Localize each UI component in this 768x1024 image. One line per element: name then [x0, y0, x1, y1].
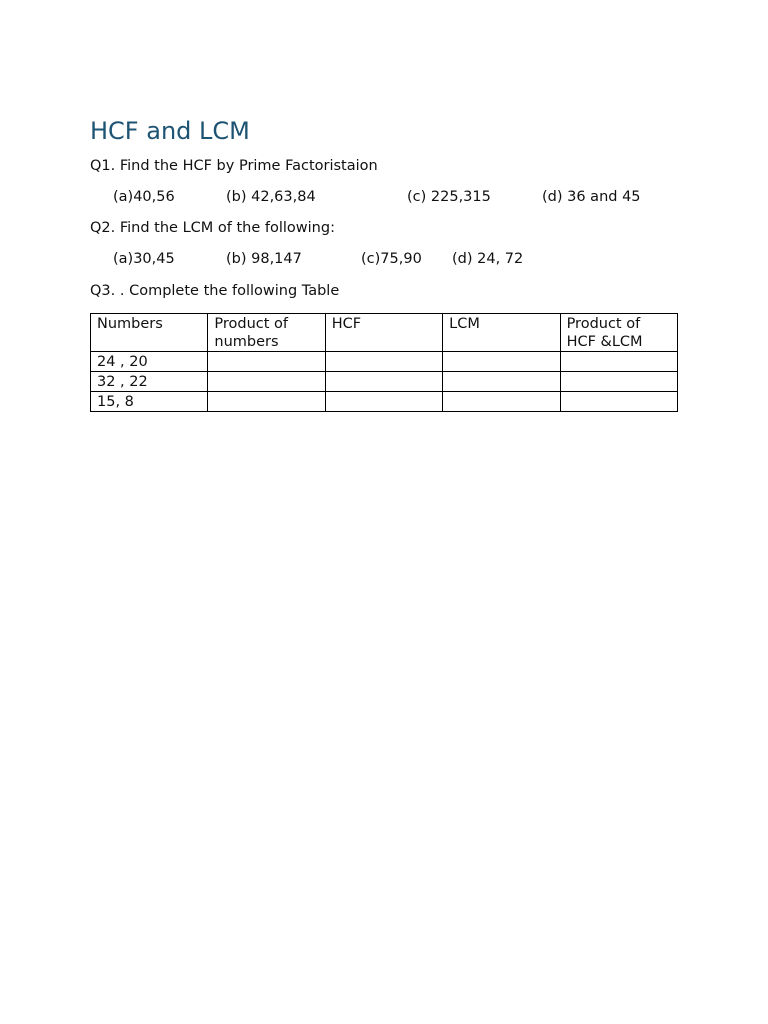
table-cell-product — [208, 392, 325, 412]
table-header-row — [91, 314, 678, 352]
table-cell-lcm — [443, 372, 560, 392]
q2-option-c: (c)75,90 — [361, 251, 422, 267]
q2-option-d: (d) 24, 72 — [452, 251, 524, 267]
question-2-text: Q2. Find the LCM of the following: — [90, 220, 335, 236]
table-row — [91, 392, 678, 412]
table-cell-numbers: 32 , 22 — [91, 372, 208, 392]
column-header-numbers: Numbers — [91, 314, 208, 352]
table-cell-lcm — [443, 352, 560, 372]
table-row — [91, 372, 678, 392]
hcf-lcm-table — [90, 313, 678, 412]
table-cell-product — [208, 372, 325, 392]
q1-option-b: (b) 42,63,84 — [226, 189, 316, 205]
table-cell-hcf — [325, 352, 442, 372]
column-header-product-of-hcf-lcm: Product of HCF &LCM — [560, 314, 677, 352]
table-cell-hcf — [325, 372, 442, 392]
question-1-text: Q1. Find the HCF by Prime Factoristaion — [90, 158, 378, 174]
table-cell-product — [208, 352, 325, 372]
table-cell-numbers: 15, 8 — [91, 392, 208, 412]
q1-option-c: (c) 225,315 — [407, 189, 491, 205]
page-title: HCF and LCM — [90, 117, 250, 145]
column-header-product-of-numbers: Product of numbers — [208, 314, 325, 352]
table-cell-hcf — [325, 392, 442, 412]
table-cell-lcm — [443, 392, 560, 412]
table-cell-product-hcf-lcm — [560, 392, 677, 412]
column-header-hcf: HCF — [325, 314, 442, 352]
table-cell-product-hcf-lcm — [560, 352, 677, 372]
q1-option-a: (a)40,56 — [113, 189, 175, 205]
q2-option-b: (b) 98,147 — [226, 251, 302, 267]
question-3-text: Q3. . Complete the following Table — [90, 283, 340, 299]
table-cell-numbers: 24 , 20 — [91, 352, 208, 372]
q1-option-d: (d) 36 and 45 — [542, 189, 641, 205]
table-row — [91, 352, 678, 372]
column-header-lcm: LCM — [443, 314, 560, 352]
q2-option-a: (a)30,45 — [113, 251, 175, 267]
table-cell-product-hcf-lcm — [560, 372, 677, 392]
